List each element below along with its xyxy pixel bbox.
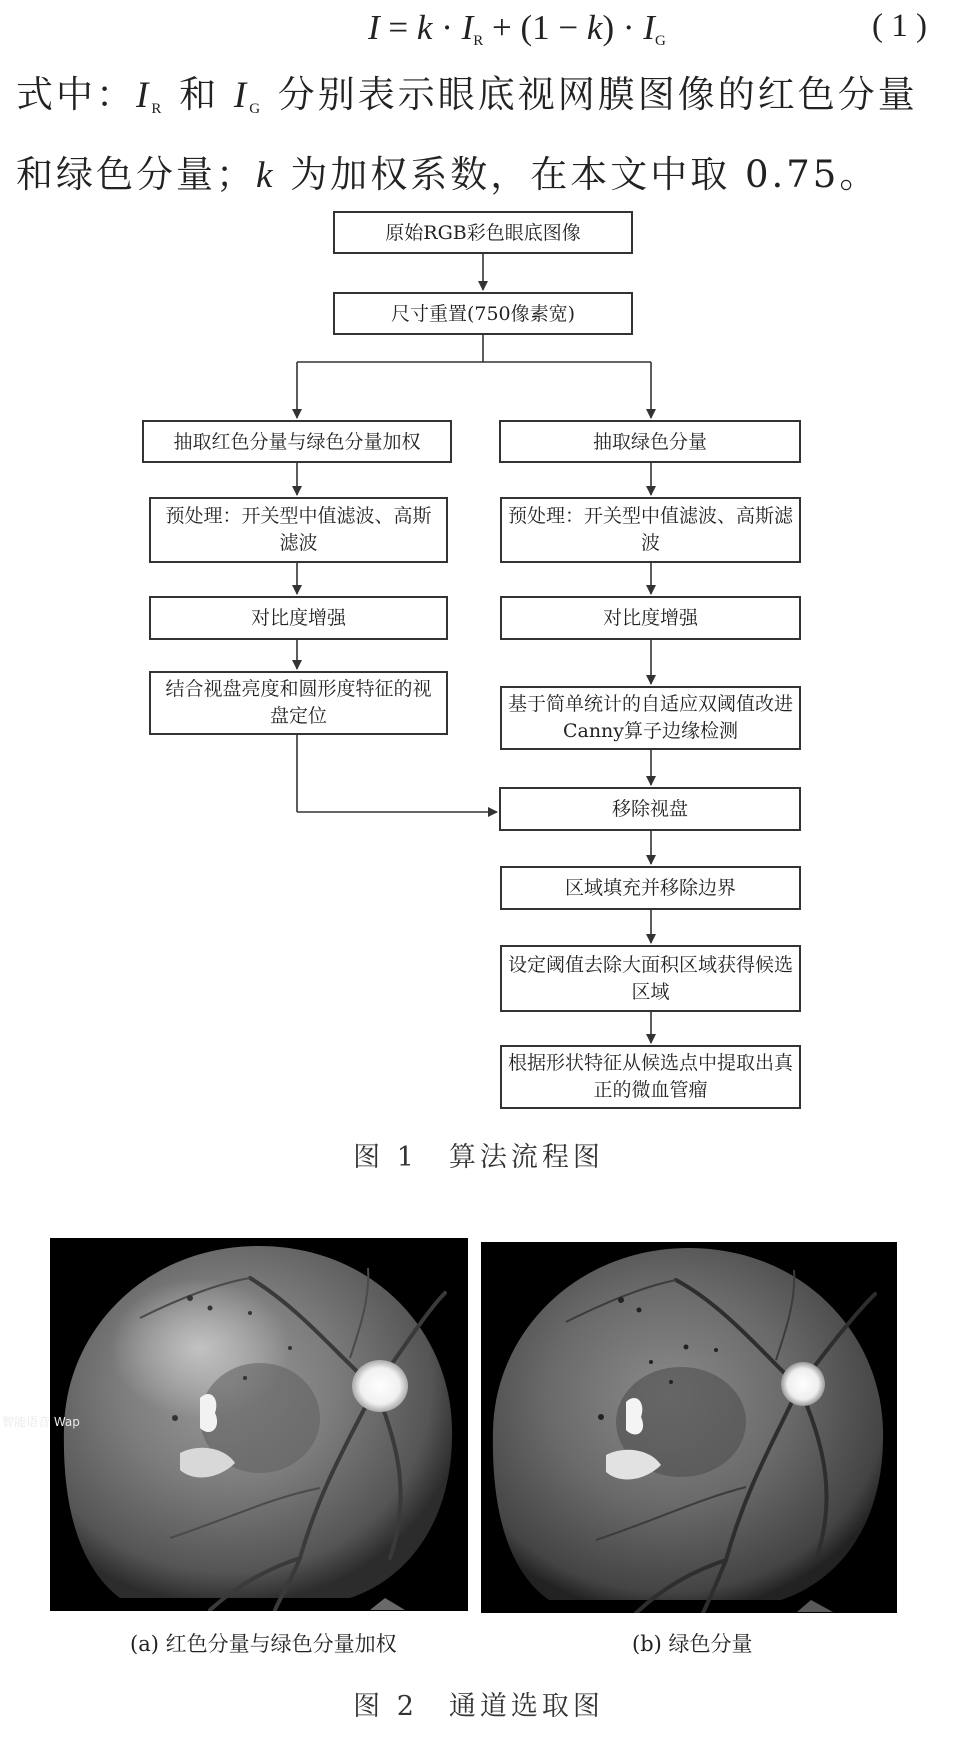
node-right-2: 预处理：开关型中值滤波、高斯滤波 bbox=[500, 497, 801, 563]
equation-number: ( 1 ) bbox=[872, 8, 927, 44]
eq-ig: I bbox=[643, 8, 655, 47]
node-left-1: 抽取红色分量与绿色分量加权 bbox=[142, 420, 452, 463]
node-right-8: 根据形状特征从候选点中提取出真正的微血管瘤 bbox=[500, 1045, 801, 1109]
node-right-3: 对比度增强 bbox=[500, 596, 801, 640]
body-paragraph bbox=[16, 62, 941, 209]
eq-k2: k bbox=[586, 8, 603, 47]
equation-1 bbox=[0, 2, 957, 60]
equation-expression bbox=[368, 8, 666, 50]
node-left-4: 结合视盘亮度和圆形度特征的视盘定位 bbox=[149, 671, 448, 735]
para-lead: 式中： bbox=[16, 73, 136, 116]
eq-ir: I bbox=[461, 8, 474, 47]
eq-lhs: I bbox=[368, 8, 380, 47]
eq-equals: = bbox=[379, 8, 417, 47]
eq-ir-sub: R bbox=[473, 33, 484, 49]
para-ig: I bbox=[233, 75, 250, 116]
figure-1-caption: 图 1 算法流程图 bbox=[353, 1142, 604, 1173]
eq-k: k bbox=[416, 8, 433, 47]
eq-ig-sub: G bbox=[654, 33, 666, 49]
figure-2-caption: 图 2 通道选取图 bbox=[353, 1691, 604, 1722]
fundus-image-green bbox=[481, 1242, 897, 1613]
node-left-3: 对比度增强 bbox=[149, 596, 448, 640]
para-ig-sub: G bbox=[249, 101, 264, 117]
node-right-6: 区域填充并移除边界 bbox=[500, 866, 801, 910]
node-right-4: 基于简单统计的自适应双阈值改进Canny算子边缘检测 bbox=[500, 686, 801, 750]
node-resize: 尺寸重置(750像素宽) bbox=[333, 292, 633, 335]
node-left-2: 预处理：开关型中值滤波、高斯滤波 bbox=[149, 497, 448, 563]
para-rest: 分别表示眼底视网膜图像的红色分量和绿色分量； bbox=[16, 73, 918, 196]
fundus-image-weighted bbox=[50, 1238, 468, 1611]
watermark-text: 智能语音 Wap bbox=[2, 1415, 80, 1429]
fundus-green-graphic bbox=[481, 1242, 897, 1613]
eq-plus: + (1 − bbox=[483, 8, 587, 47]
node-right-7: 设定阈值去除大面积区域获得候选区域 bbox=[500, 945, 801, 1012]
subcaption-a: (a) 红色分量与绿色分量加权 bbox=[130, 1632, 397, 1656]
para-tail: 为加权系数，在本文中取 0.75。 bbox=[275, 153, 880, 196]
para-and: 和 bbox=[164, 73, 234, 116]
eq-dot: · bbox=[432, 8, 462, 47]
fundus-weighted-graphic bbox=[50, 1238, 468, 1611]
para-k: k bbox=[256, 155, 276, 196]
para-ir-sub: R bbox=[151, 101, 165, 117]
node-start: 原始RGB彩色眼底图像 bbox=[333, 211, 633, 254]
node-right-1: 抽取绿色分量 bbox=[499, 420, 801, 463]
node-right-5: 移除视盘 bbox=[499, 787, 801, 831]
para-ir: I bbox=[136, 75, 152, 116]
subcaption-b: (b) 绿色分量 bbox=[632, 1632, 753, 1656]
eq-close: ) · bbox=[602, 8, 644, 47]
